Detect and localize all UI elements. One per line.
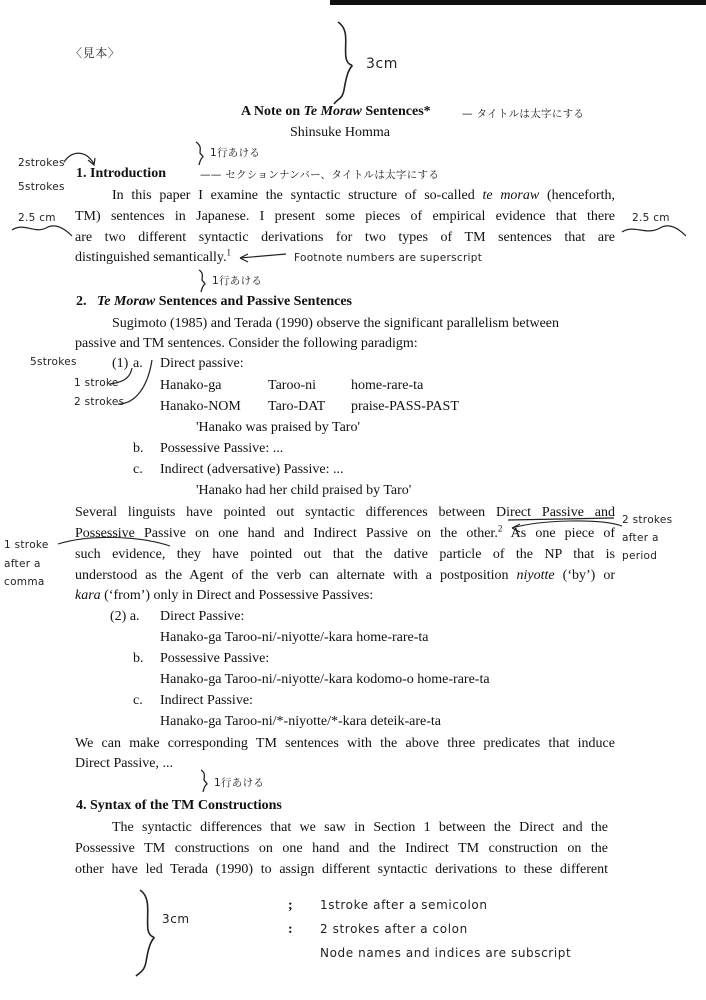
section1-line-1: In this paper I examine the syntactic structure of so-called te moraw (henceforth, bbox=[112, 188, 615, 203]
section2-para1-line2: passive and TM sentences. Consider the following paradigm: bbox=[75, 336, 418, 351]
blank-line-note-3: 1行あける bbox=[214, 777, 265, 789]
margin-note-left: 2.5 cm bbox=[18, 212, 56, 224]
colon-mark: : bbox=[288, 922, 293, 937]
ex1c-label: c. bbox=[133, 462, 143, 477]
footnote-note: Footnote numbers are superscript bbox=[294, 252, 483, 264]
stroke-note-1: 1 stroke bbox=[74, 377, 119, 389]
strokes-note-2: 2strokes bbox=[18, 157, 65, 169]
ex2b-label: b. bbox=[133, 651, 144, 666]
ex2-number: (2) a. bbox=[110, 609, 140, 624]
paper-title: A Note on Te Moraw Sentences* bbox=[241, 104, 431, 119]
brace-1gyo-1 bbox=[196, 142, 203, 165]
margin-note-right: 2.5 cm bbox=[632, 212, 670, 224]
ex2c-label: c. bbox=[133, 693, 143, 708]
top-brace bbox=[334, 22, 352, 104]
bottom-brace bbox=[136, 890, 154, 976]
stroke-note-2: 2 strokes bbox=[74, 396, 125, 408]
ex1b-label: b. bbox=[133, 441, 144, 456]
section2-para3-line2: Direct Passive, ... bbox=[75, 756, 173, 771]
bottom-margin-note: 3cm bbox=[162, 912, 190, 926]
section1-heading: 1. Introduction bbox=[76, 166, 166, 181]
sample-label: 〈見本〉 bbox=[70, 46, 121, 60]
blank-line-note-1: 1行あける bbox=[210, 147, 261, 159]
ex1a-gloss-word-3: home-rare-ta bbox=[351, 378, 424, 393]
ex2a-line: Hanako-ga Taroo-ni/-niyotte/-kara home-rare-ta bbox=[160, 630, 429, 645]
ex1a-gloss2-word-3: praise-PASS-PAST bbox=[351, 399, 459, 414]
ex1c-title: Indirect (adversative) Passive: ... bbox=[160, 462, 344, 477]
section2-para2-line2: Possessive Passive on one hand and Indirect Passive on the other.$^2$ As one piece of bbox=[75, 523, 615, 541]
ex1b-title: Possessive Passive: ... bbox=[160, 441, 284, 456]
margin-squiggle-left bbox=[12, 226, 72, 236]
section2-para2-line1: Several linguists have pointed out syntactic differences between Direct Passive and bbox=[75, 505, 615, 520]
section1-line-2: TM) sentences in Japanese. I present some pieces of empirical evidence that there bbox=[75, 209, 615, 224]
ex2c-line: Hanako-ga Taroo-ni/*-niyotte/*-kara deteik-are-ta bbox=[160, 714, 441, 729]
brace-1gyo-3 bbox=[201, 770, 207, 792]
ex1a-gloss2-word-1: Hanako-NOM bbox=[160, 399, 241, 414]
section4-line-1: The syntactic differences that we saw in Section 1 between the Direct and the bbox=[112, 820, 608, 835]
section2-para2-line4: understood as the Agent of the verb can alternate with a postposition niyotte (‘by’) or bbox=[75, 568, 615, 583]
note-right-1: 2 strokes bbox=[622, 514, 673, 526]
note-left-2: after a bbox=[4, 558, 41, 570]
ex1a-translation: 'Hanako was praised by Taro' bbox=[196, 420, 360, 435]
ex1-number: (1) bbox=[112, 356, 129, 371]
ex2c-title: Indirect Passive: bbox=[160, 693, 253, 708]
ex2b-title: Possessive Passive: bbox=[160, 651, 270, 666]
ex1a-label: a. bbox=[133, 356, 143, 371]
note-left-3: comma bbox=[4, 576, 45, 588]
section1-heading-note: —— セクションナンバー、タイトルは太字にする bbox=[200, 169, 440, 181]
section2-para1-line1: Sugimoto (1985) and Terada (1990) observe the significant parallelism between bbox=[112, 316, 560, 331]
ex1a-gloss-word-1: Hanako-ga bbox=[160, 378, 222, 393]
section2-para3-line1: We can make corresponding TM sentences with the above three predicates that induce bbox=[75, 736, 615, 751]
top-margin-note: 3cm bbox=[366, 56, 399, 72]
margin-squiggle-right bbox=[622, 226, 686, 236]
section4-heading: 4. Syntax of the TM Constructions bbox=[76, 798, 282, 813]
section1-line-3: are two different syntactic derivations for two types of TM sentences that are bbox=[75, 230, 615, 245]
section2-para2-line5: kara (‘from’) only in Direct and Possessive Passives: bbox=[75, 588, 374, 603]
section4-line-3: other have led Terada (1990) to assign different syntactic derivations to these different bbox=[75, 862, 608, 877]
section4-line-2: Possessive TM constructions on one hand and the Indirect TM construction on the bbox=[75, 841, 608, 856]
blank-line-note-2: 1行あける bbox=[212, 275, 263, 287]
semicolon-mark: ; bbox=[288, 898, 293, 913]
note-right-3: period bbox=[622, 550, 658, 562]
ex2b-line: Hanako-ga Taroo-ni/-niyotte/-kara kodomo-o home-rare-ta bbox=[160, 672, 490, 687]
ex1c-translation: 'Hanako had her child praised by Taro' bbox=[196, 483, 412, 498]
brace-1gyo-2 bbox=[199, 270, 205, 292]
semicolon-note: 1stroke after a semicolon bbox=[320, 898, 488, 912]
ex1a-gloss-word-2: Taroo-ni bbox=[268, 378, 317, 393]
section2-para2-line3: such evidence, they have pointed out that the dative particle of the NP that is bbox=[75, 547, 615, 562]
footnote-arrow bbox=[240, 254, 286, 262]
section1-line-4: distinguished semantically.$^1$ bbox=[75, 247, 232, 265]
note-left-1: 1 stroke bbox=[4, 539, 49, 551]
title-note: — タイトルは太字にする bbox=[462, 108, 585, 120]
author-name: Shinsuke Homma bbox=[290, 125, 390, 140]
strokes-note-5b: 5strokes bbox=[30, 356, 77, 368]
ex1a-title: Direct passive: bbox=[160, 356, 244, 371]
subscript-note: Node names and indices are subscript bbox=[320, 946, 572, 960]
section2-heading: 2. Te Moraw Sentences and Passive Sentences bbox=[76, 294, 352, 309]
ex1a-gloss2-word-2: Taro-DAT bbox=[268, 399, 326, 414]
ex2a-title: Direct Passive: bbox=[160, 609, 245, 624]
strokes-note-5: 5strokes bbox=[18, 181, 65, 193]
colon-note: 2 strokes after a colon bbox=[320, 922, 468, 936]
note-right-2: after a bbox=[622, 532, 659, 544]
